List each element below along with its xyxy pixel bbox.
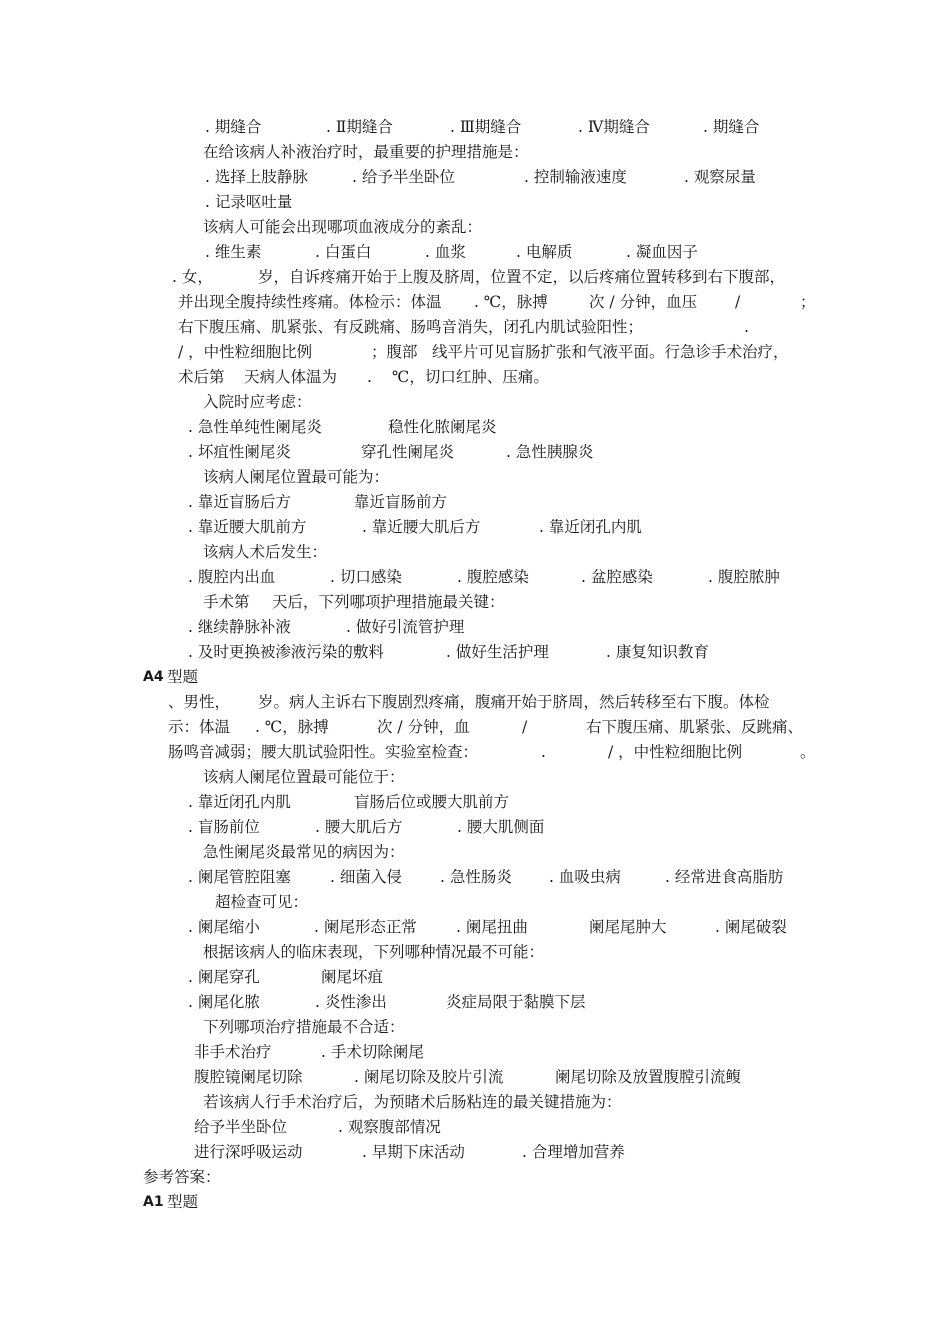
option: . 做好引流管护理 <box>346 618 465 636</box>
option: . 细菌入侵 <box>330 868 402 886</box>
option-row <box>0 865 950 890</box>
option: . 及时更换被渗液污染的敷料 <box>188 643 384 661</box>
option-row <box>0 490 950 515</box>
case-text-line <box>0 265 950 290</box>
case-text: 岁。病人主诉右下腹剧烈疼痛，腹痛开始于脐周，然后转移至右下腹。体检 <box>258 693 770 711</box>
option: . 做好生活护理 <box>446 643 549 661</box>
option: . 盲肠前位 <box>188 818 260 836</box>
option: . 阑尾切除及胶片引流 <box>354 1068 504 1086</box>
question-line: 该病人术后发生： <box>203 543 328 561</box>
section-label: A1 <box>143 1194 164 1210</box>
case-text: 术后第 <box>178 368 225 386</box>
option-row <box>0 190 950 215</box>
option-row <box>0 815 950 840</box>
option: . 手术切除阑尾 <box>321 1043 424 1061</box>
option: . 白蛋白 <box>315 243 372 261</box>
case-text: 岁，自诉疼痛开始于上腹及脐周，位置不定，以后疼痛位置转移到右下腹部， <box>258 268 786 286</box>
option: . 腹腔感染 <box>457 568 529 586</box>
option-row <box>0 915 950 940</box>
option-row <box>0 165 950 190</box>
option: . 急性单纯性阑尾炎 <box>188 418 322 436</box>
option: 阑尾尾肿大 <box>589 918 667 936</box>
option: . 急性胰腺炎 <box>506 443 594 461</box>
case-text: 天病人体温为 <box>244 368 338 386</box>
case-text-line <box>0 315 950 340</box>
question-line: 该病人阑尾位置最可能位于： <box>203 768 405 786</box>
case-text-line <box>0 740 950 765</box>
option: 穿孔性阑尾炎 <box>361 443 455 461</box>
option-row <box>0 240 950 265</box>
question-line: 入院时应考虑： <box>203 393 312 411</box>
question-line: 若该病人行手术治疗后，为预睹术后肠粘连的最关键措施为： <box>203 1093 622 1111</box>
option-row <box>0 1140 950 1165</box>
option: . 腰大肌侧面 <box>457 818 545 836</box>
option-row <box>0 565 950 590</box>
section-label-suffix: 型题 <box>167 668 199 686</box>
question-text: 天后，下列哪项护理措施最关键： <box>272 593 505 611</box>
option: . 急性肠炎 <box>440 868 512 886</box>
option: . 控制输液速度 <box>524 168 627 186</box>
option: . 康复知识教育 <box>606 643 709 661</box>
case-text: / <box>735 293 741 311</box>
case-text: 线平片可见盲肠扩张和气液平面。行急诊手术治疗， <box>432 343 789 361</box>
option: . 炎性渗出 <box>315 993 387 1011</box>
case-text: 示：体温 <box>168 718 231 736</box>
question-line: 该病人可能会出现哪项血液成分的紊乱： <box>203 218 483 236</box>
case-text-line <box>0 690 950 715</box>
case-text: . <box>367 368 372 386</box>
option: . 血浆 <box>425 243 466 261</box>
option: . 阑尾形态正常 <box>314 918 417 936</box>
option: . 合理增加营养 <box>522 1143 625 1161</box>
case-text: / ，中性粒细胞比例 <box>608 743 743 761</box>
option: 给予半坐卧位 <box>194 1118 288 1136</box>
option: . Ⅲ期缝合 <box>450 118 522 136</box>
option-row <box>0 515 950 540</box>
option: . 维生素 <box>205 243 262 261</box>
case-text: 右下腹压痛、肌紧张、有反跳痛、肠鸣音消失，闭孔内肌试验阳性； <box>178 318 644 336</box>
option: . 靠近腰大肌后方 <box>362 518 481 536</box>
option: . 记录呕吐量 <box>205 193 293 211</box>
option: . 给予半坐卧位 <box>352 168 455 186</box>
option: . 阑尾管腔阻塞 <box>188 868 291 886</box>
case-text-line <box>0 715 950 740</box>
question-line: 急性阑尾炎最常见的病因为： <box>203 843 405 861</box>
option: . 期缝合 <box>703 118 760 136</box>
section-heading-a4 <box>143 665 199 690</box>
option: . 靠近闭孔内肌 <box>188 793 291 811</box>
case-text: 次 / 分钟，血压 <box>589 293 698 311</box>
option-row <box>0 990 950 1015</box>
option: 稳性化脓阑尾炎 <box>388 418 497 436</box>
option: 靠近盲肠前方 <box>354 493 448 511</box>
option: . 凝血因子 <box>626 243 698 261</box>
question-line <box>0 590 950 615</box>
case-text: . ℃，脉搏 <box>474 293 548 311</box>
option: . Ⅳ期缝合 <box>578 118 650 136</box>
question-line: 下列哪项治疗措施最不合适： <box>203 1018 405 1036</box>
option: . 靠近闭孔内肌 <box>539 518 642 536</box>
option: 腹腔镜阑尾切除 <box>194 1068 303 1086</box>
option: 炎症局限于黏膜下层 <box>446 993 586 1011</box>
case-text: 并出现全腹持续性疼痛。体检示：体温 <box>178 293 442 311</box>
option: . 坏疽性阑尾炎 <box>188 443 291 461</box>
option: . 观察尿量 <box>684 168 756 186</box>
option: . 选择上肢静脉 <box>205 168 308 186</box>
option: . 期缝合 <box>205 118 262 136</box>
option-row <box>0 415 950 440</box>
case-text: ℃，切口红肿、压痛。 <box>392 368 549 386</box>
question-line: 根据该病人的临床表现，下列哪种情况最不可能： <box>203 943 545 961</box>
option-row <box>0 965 950 990</box>
option: . 腰大肌后方 <box>315 818 403 836</box>
case-text-line <box>0 290 950 315</box>
section-heading-a1 <box>143 1190 199 1215</box>
case-text: . ℃，脉搏 <box>255 718 329 736</box>
case-text: . <box>541 743 546 761</box>
option: 阑尾切除及放置腹膛引流鳆 <box>555 1068 742 1086</box>
case-text-line <box>0 340 950 365</box>
section-label: A4 <box>143 669 164 685</box>
question-text: 手术第 <box>203 593 250 611</box>
case-text: . <box>744 318 749 336</box>
option: 非手术治疗 <box>194 1043 272 1061</box>
option-row <box>0 615 950 640</box>
option: . 阑尾扭曲 <box>456 918 528 936</box>
option: . 阑尾穿孔 <box>188 968 260 986</box>
option: . 盆腔感染 <box>581 568 653 586</box>
answer-key-heading: 参考答案： <box>143 1168 221 1186</box>
option-row <box>0 1040 950 1065</box>
case-text: / <box>522 718 528 736</box>
option: . 经常进食高脂肪 <box>665 868 784 886</box>
case-text: ； <box>800 293 816 311</box>
option: . 靠近盲肠后方 <box>188 493 291 511</box>
case-text: 肠鸣音减弱；腰大肌试验阳性。实验室检查： <box>168 743 479 761</box>
option: 进行深呼吸运动 <box>194 1143 303 1161</box>
option-row <box>0 115 950 140</box>
case-text-line <box>0 365 950 390</box>
option: . 腹腔脓肿 <box>708 568 780 586</box>
option: . 腹腔内出血 <box>188 568 276 586</box>
option: . 继续静脉补液 <box>188 618 291 636</box>
question-line: 超检查可见： <box>215 893 309 911</box>
case-text: 。 <box>800 743 816 761</box>
question-line: 在给该病人补液治疗时，最重要的护理措施是： <box>203 143 529 161</box>
option: . 阑尾化脓 <box>188 993 260 1011</box>
option: . Ⅱ期缝合 <box>326 118 393 136</box>
case-text: 、男性， <box>168 693 231 711</box>
option-row <box>0 440 950 465</box>
option: . 切口感染 <box>330 568 402 586</box>
option: . 靠近腰大肌前方 <box>188 518 307 536</box>
option: 阑尾坏疽 <box>321 968 384 986</box>
option: 盲肠后位或腰大肌前方 <box>354 793 510 811</box>
option: . 观察腹部情况 <box>338 1118 441 1136</box>
case-text: . 女， <box>172 268 213 286</box>
case-text: / ，中性粒细胞比例 <box>178 343 313 361</box>
case-text: 右下腹压痛、肌紧张、反跳痛、 <box>586 718 804 736</box>
option-row <box>0 1065 950 1090</box>
option: . 早期下床活动 <box>362 1143 465 1161</box>
section-label-suffix: 型题 <box>167 1193 199 1211</box>
option: . 电解质 <box>516 243 573 261</box>
question-line: 该病人阑尾位置最可能为： <box>203 468 390 486</box>
option: . 血吸虫病 <box>549 868 621 886</box>
case-text: ；腹部 <box>371 343 418 361</box>
option: . 阑尾缩小 <box>188 918 260 936</box>
option-row <box>0 1115 950 1140</box>
option-row <box>0 640 950 665</box>
option-row <box>0 790 950 815</box>
case-text: 次 / 分钟，血 <box>377 718 470 736</box>
option: . 阑尾破裂 <box>715 918 787 936</box>
